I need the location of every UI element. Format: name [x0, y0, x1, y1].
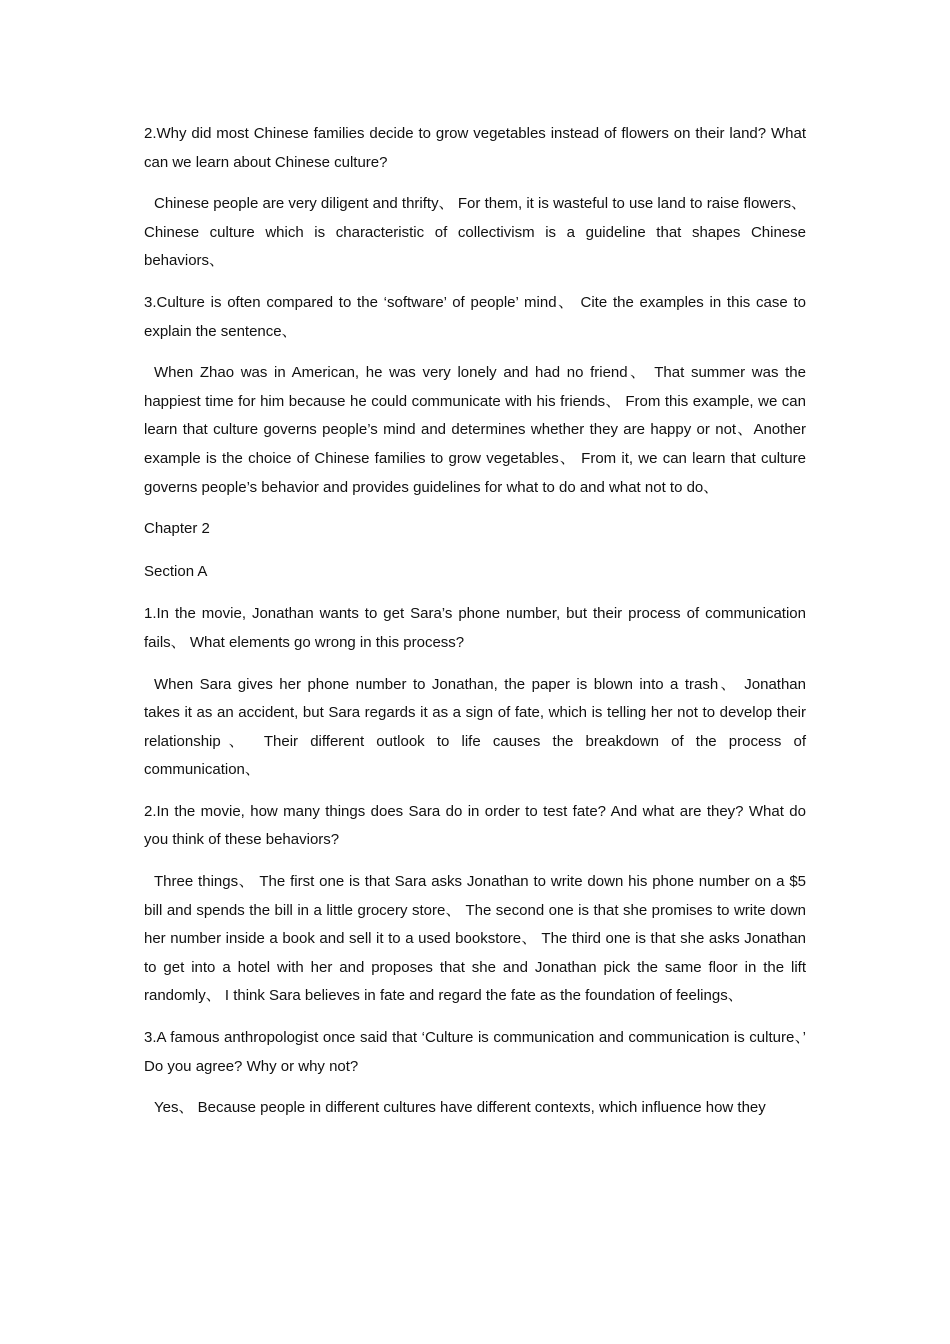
document-page: [144, 120, 806, 1136]
answer-paragraph: Yes、 Because people in different cultures have different contexts, which influence how they: [154, 1099, 766, 1117]
question-paragraph: 1.In the movie, Jonathan wants to get Sara’s phone number, but their process of communication fails、 What elements go wrong in this process?: [144, 605, 806, 651]
answer-paragraph: When Zhao was in American, he was very lonely and had no friend、 That summer was the happiest time for him because he could communicate with his friends、 From this example, we can learn that culture governs people’s mind and determines whether they are happy or not、Another example is the choice of Chinese families to grow vegetables、 From it, we can learn that culture governs people’s behavior and provides guidelines for what to do and what not to do、: [144, 364, 806, 496]
answer-paragraph: When Sara gives her phone number to Jonathan, the paper is blown into a trash、 Jonathan takes it as an accident, but Sara regards it as a sign of fate, which is telling her not to develop their relationship、 Their different outlook to life causes the breakdown of the process of communication、: [144, 675, 806, 779]
answer-paragraph: Chinese people are very diligent and thrifty、 For them, it is wasteful to use land to raise flowers、 Chinese culture which is characteristic of collectivism is a guideline that shapes Chinese behaviors、: [144, 195, 806, 270]
question-paragraph: 2.Why did most Chinese families decide to grow vegetables instead of flowers on their land? What can we learn about Chinese culture?: [144, 125, 806, 171]
chapter-heading: Chapter 2: [144, 520, 210, 538]
answer-paragraph: Three things、 The first one is that Sara asks Jonathan to write down his phone number on a $5 bill and spends the bill in a little grocery store、 The second one is that she promises to write down her number inside a book and sell it to a used bookstore、 The third one is that she asks Jonathan to get into a hotel with her and proposes that she and Jonathan pick the same floor in the lift randomly、 I think Sara believes in fate and regard the fate as the foundation of feelings、: [144, 873, 806, 1005]
section-heading: Section A: [144, 562, 208, 580]
question-paragraph: 2.In the movie, how many things does Sara do in order to test fate? And what are they? What do you think of these behaviors?: [144, 802, 806, 849]
question-paragraph: 3.Culture is often compared to the ‘software’ of people’ mind、 Cite the examples in this case to explain the sentence、: [144, 293, 806, 340]
question-paragraph: 3.A famous anthropologist once said that ‘Culture is communication and communication is culture、’ Do you agree? Why or why not?: [144, 1029, 806, 1075]
